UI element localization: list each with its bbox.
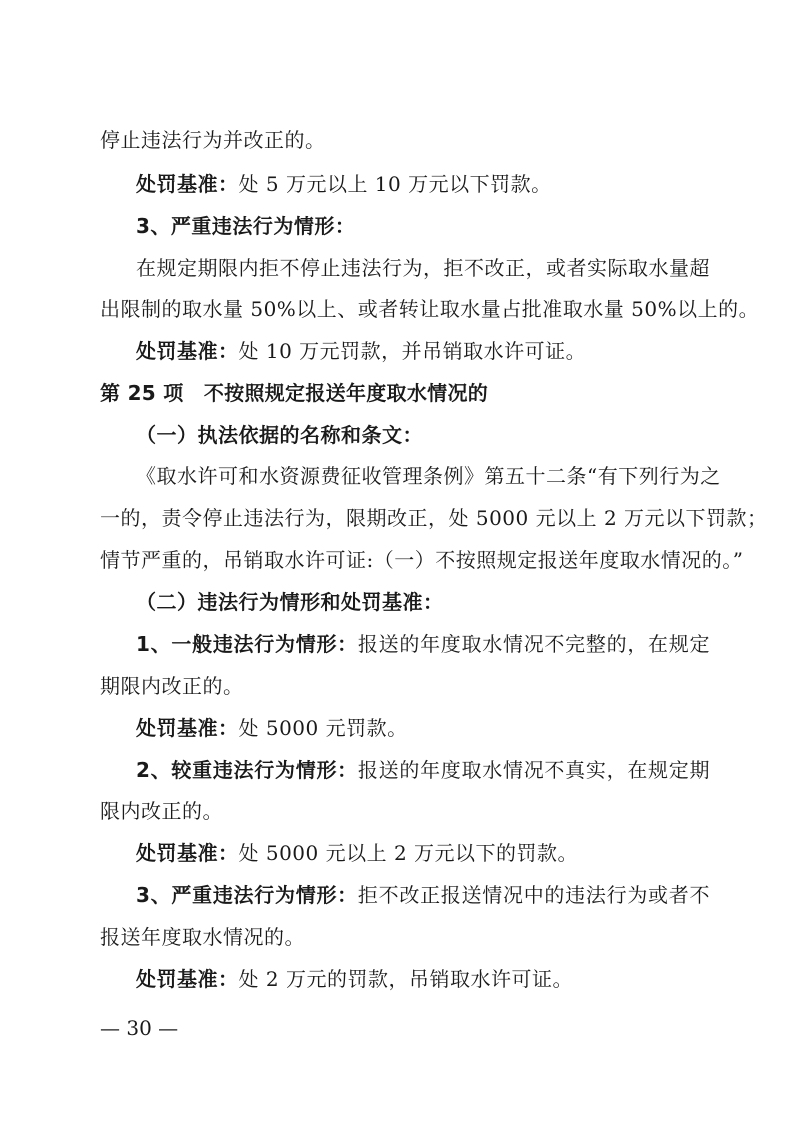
severe-violation-label: 3、严重违法行为情形： (136, 214, 356, 238)
penalty-standard-line (136, 337, 710, 365)
general-violation-line (136, 630, 710, 658)
penalty-standard-text: 处 5 万元以上 10 万元以下罚款。 (238, 172, 552, 196)
paragraph-line (100, 546, 744, 574)
moderate-violation-text: 报送的年度取水情况不真实，在规定期 (357, 758, 711, 782)
moderate-violation-label: 2、较重违法行为情形： (136, 758, 358, 782)
penalty-standard-label: 处罚基准： (136, 172, 239, 196)
severe-violation-line (136, 881, 710, 909)
line-text: 《取水许可和水资源费征收管理条例》第五十二条“有下列行为之 (136, 464, 721, 488)
severe-violation-heading (136, 212, 710, 240)
paragraph-line (136, 254, 710, 282)
section-heading-text: （一）执法依据的名称和条文： (136, 423, 423, 447)
paragraph-line (100, 126, 710, 154)
general-violation-text: 报送的年度取水情况不完整的，在规定 (357, 632, 711, 656)
penalty-standard-text: 处 5000 元罚款。 (238, 716, 408, 740)
line-text: 情节严重的，吊销取水许可证:（一）不按照规定报送年度取水情况的。” (100, 548, 744, 572)
penalty-standard-label: 处罚基准： (136, 841, 239, 865)
paragraph-line (100, 672, 710, 700)
item-heading-text: 第 25 项 不按照规定报送年度取水情况的 (100, 381, 489, 405)
section-heading (136, 421, 710, 449)
line-text: 出限制的取水量 50%以上、或者转让取水量占批准取水量 50%以上的。 (100, 297, 760, 321)
line-text: 在规定期限内拒不停止违法行为，拒不改正，或者实际取水量超 (136, 256, 710, 280)
line-text: 报送年度取水情况的。 (100, 925, 305, 949)
paragraph-line (100, 295, 760, 323)
line-text: 停止违法行为并改正的。 (100, 128, 326, 152)
penalty-standard-label: 处罚基准： (136, 339, 239, 363)
paragraph-line (136, 462, 721, 490)
line-text: 限内改正的。 (100, 799, 223, 823)
general-violation-label: 1、一般违法行为情形： (136, 632, 358, 656)
paragraph-line (100, 797, 710, 825)
penalty-standard-text: 处 2 万元的罚款，吊销取水许可证。 (238, 967, 573, 991)
page-number: — 30 — (100, 1016, 179, 1040)
paragraph-line (100, 923, 710, 951)
severe-violation-label: 3、严重违法行为情形： (136, 883, 358, 907)
item-heading (100, 379, 710, 407)
penalty-standard-label: 处罚基准： (136, 967, 239, 991)
penalty-standard-text: 处 5000 元以上 2 万元以下的罚款。 (238, 841, 579, 865)
section-heading (136, 588, 710, 616)
paragraph-line (100, 504, 768, 532)
penalty-standard-line (136, 170, 710, 198)
penalty-standard-line (136, 965, 710, 993)
penalty-standard-text: 处 10 万元罚款，并吊销取水许可证。 (238, 339, 587, 363)
line-text: 期限内改正的。 (100, 674, 244, 698)
severe-violation-text: 拒不改正报送情况中的违法行为或者不 (357, 883, 711, 907)
moderate-violation-line (136, 756, 710, 784)
line-text: 一的，责令停止违法行为，限期改正，处 5000 元以上 2 万元以下罚款； (100, 506, 768, 530)
penalty-standard-label: 处罚基准： (136, 716, 239, 740)
penalty-standard-line (136, 714, 710, 742)
penalty-standard-line (136, 839, 710, 867)
section-heading-text: （二）违法行为情形和处罚基准： (136, 590, 444, 614)
